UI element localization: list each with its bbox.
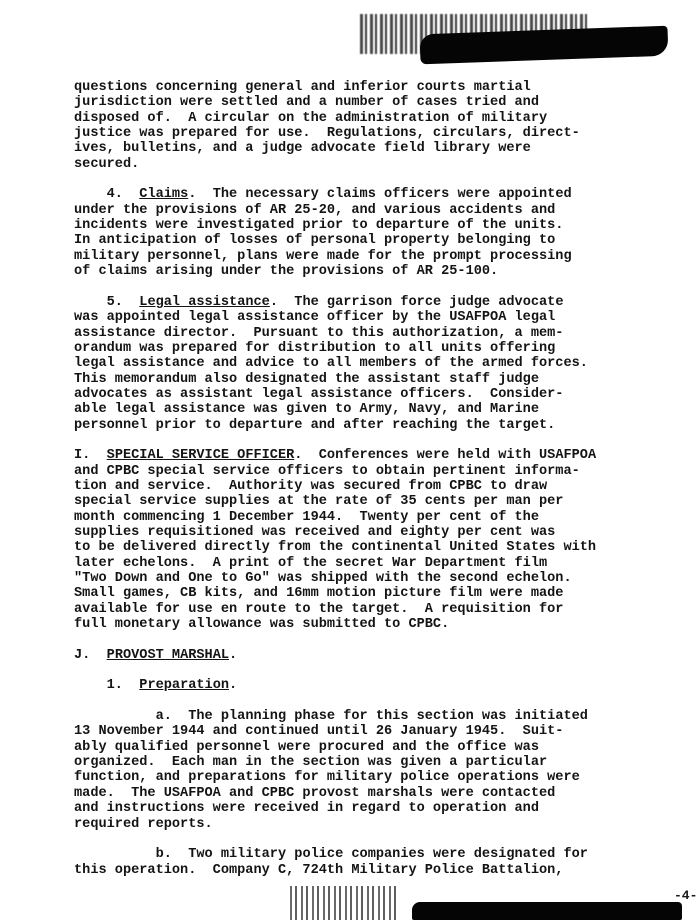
text-line: and CPBC special service officers to obtain pertinent informa-: [74, 463, 580, 479]
paragraph-legal-assistance: [74, 295, 674, 433]
section-special-service-officer: [74, 448, 674, 632]
text-line: made. The USAFPOA and CPBC provost marshals were contacted: [74, 785, 556, 801]
paragraph-label: b.: [155, 847, 172, 863]
subsection-number: 1.: [106, 678, 123, 694]
classification-stamp-bottom: [150, 880, 690, 920]
classification-stamp-top: [360, 8, 688, 60]
text-line: "Two Down and One to Go" was shipped with the second echelon.: [74, 571, 572, 586]
paragraph-continuation: [74, 80, 674, 172]
text-line: was appointed legal assistance officer by the USAFPOA legal: [74, 310, 556, 326]
text-line: tion and service. Authority was secured from CPBC to draw: [74, 478, 548, 494]
paragraph-claims: [74, 187, 674, 279]
text-line: later echelons. A print of the secret War Department film: [74, 555, 548, 571]
section-provost-marshal: J. PROVOST MARSHAL.: [74, 647, 238, 663]
text-line: advocates as assistant legal assistance officers. Consider-: [74, 386, 564, 402]
text-line: . Conferences were held with USAFPOA: [294, 448, 597, 464]
section-letter: I.: [74, 448, 91, 464]
text-line: In anticipation of losses of personal property belonging to: [74, 233, 556, 249]
paragraph-number: 5.: [106, 294, 123, 310]
redaction-bar-bottom: [412, 902, 682, 920]
text-line: of claims arising under the provisions of AR 25-100.: [74, 264, 499, 280]
paragraph-b: [74, 847, 674, 878]
text-line: ives, bulletins, and a judge advocate field library were: [74, 141, 531, 157]
page-mark: -4-: [674, 888, 697, 903]
text-line: full monetary allowance was submitted to CPBC.: [74, 617, 450, 633]
text-line: this operation. Company C, 724th Military Police Battalion,: [74, 862, 564, 878]
text-line: disposed of. A circular on the administration of military: [74, 110, 548, 126]
text-line: 13 November 1944 and continued until 26 January 1945. Suit-: [74, 724, 564, 740]
paragraph-a: [74, 709, 674, 832]
paragraph-number: 4.: [106, 187, 123, 203]
text-line: month commencing 1 December 1944. Twenty per cent of the: [74, 509, 539, 525]
text-line: jurisdiction were settled and a number of cases tried and: [74, 95, 539, 111]
text-line: military personnel, plans were made for the prompt processing: [74, 248, 572, 264]
text-line: able legal assistance was given to Army, Navy, and Marine: [74, 402, 539, 418]
text-line: The planning phase for this section was initiated: [188, 709, 588, 725]
text-line: personnel prior to departure and after reaching the target.: [74, 417, 556, 433]
text-line: This memorandum also designated the assistant staff judge: [74, 371, 539, 387]
text-line: assistance director. Pursuant to this authorization, a mem-: [74, 325, 564, 341]
text-line: under the provisions of AR 25-20, and various accidents and: [74, 202, 556, 218]
text-line: and instructions were received in regard to operation and: [74, 801, 539, 817]
stamp-smudge: [290, 886, 400, 920]
paragraph-heading: Claims: [139, 187, 189, 203]
text-line: Two military police companies were designated for: [188, 847, 588, 863]
text-line: function, and preparations for military police operations were: [74, 770, 580, 786]
subsection-heading: Preparation: [139, 678, 230, 694]
text-line: special service supplies at the rate of 35 cents per man per: [74, 494, 564, 510]
paragraph-heading: Legal assistance: [139, 294, 270, 310]
text-line: questions concerning general and inferior courts martial: [74, 80, 531, 95]
text-line: . The garrison force judge advocate: [269, 294, 564, 310]
text-line: orandum was prepared for distribution to all units offering: [74, 340, 556, 356]
section-letter: J.: [74, 647, 91, 663]
document-body: [74, 80, 674, 878]
text-line: organized. Each man in the section was given a particular: [74, 755, 548, 771]
paragraph-label: a.: [155, 709, 172, 725]
text-line: required reports.: [74, 816, 213, 832]
section-heading: SPECIAL SERVICE OFFICER: [106, 448, 295, 464]
section-heading: PROVOST MARSHAL: [106, 647, 230, 663]
text-line: justice was prepared for use. Regulations, circulars, direct-: [74, 126, 580, 142]
text-line: incidents were investigated prior to departure of the units.: [74, 218, 564, 234]
text-line: Small games, CB kits, and 16mm motion picture film were made: [74, 586, 564, 602]
text-line: legal assistance and advice to all members of the armed forces.: [74, 356, 588, 372]
text-line: ably qualified personnel were procured and the office was: [74, 739, 539, 755]
text-line: available for use en route to the target. A requisition for: [74, 601, 564, 617]
text-line: supplies requisitioned was received and eighty per cent was: [74, 524, 556, 540]
text-line: . The necessary claims officers were appointed: [188, 187, 572, 203]
text-line: to be delivered directly from the continental United States with: [74, 540, 597, 556]
subsection-preparation: 1. Preparation.: [106, 678, 238, 694]
text-line: secured.: [74, 156, 140, 172]
